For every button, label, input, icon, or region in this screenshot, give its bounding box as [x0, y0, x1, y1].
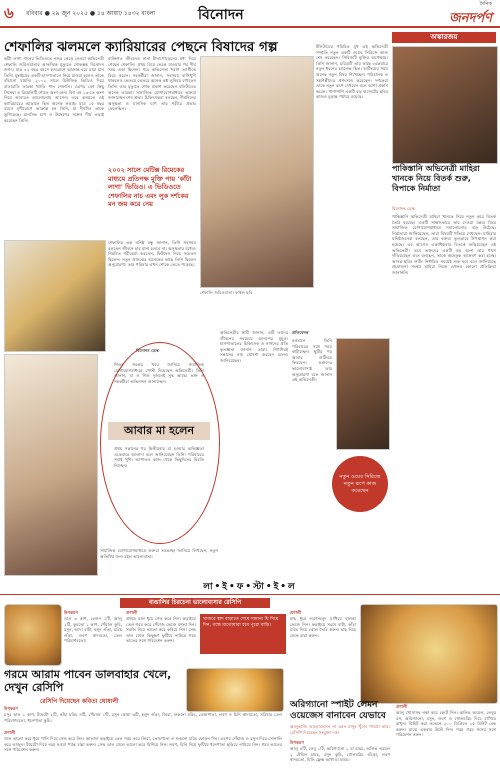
mother-column-2: অভিনেত্রীর স্বামী জানান, এটি তাদের জীবনের সবচেয়ে আনন্দের মুহূর্ত। হাসপাতালের চিকিৎসক ও নার্সদের প্রতি কৃতজ্ঞতা জানান তারা। শিগগিরই সন্তানের নাম ঘোষণা করবেন বলেও জানিয়েছেন। — [220, 330, 288, 363]
lead-column-3: শেফালির এক ঘনিষ্ঠ বন্ধু জানান, তিনি সবসময় বলতেন জীবনে হার মানা চলবে না। অসুস্থতার মধ্যেও নিয়মিত শরীরচর্চা করতেন, ফিটনেস নিয়ে সচেতন ছিলেন। নতুন প্রজন্মের অনেকের কাছে তিনি ছিলেন অনুপ্রেরণা। তার পরিবার এখন শোকে ভেঙে পড়েছে। — [108, 240, 196, 268]
lemon-intro: আলুভাজি ভালোবাসেন না এমন মানুষ খুঁজে পাওয়া ভার। রেসিপি দিয়েছেন সংযুক্তা দত্ত। — [290, 724, 390, 735]
mother-body: প্রথম সন্তানের পর দ্বিতীয়বার মা হওয়ার অভিজ্ঞতা একেবারে আলাদা বলে জানিয়েছেন তিনি। পরিবারের সবাই খুশি। আপাতত কাজ থেকে কিছুদিনের বিরতি নিচ্ছেন। — [114, 446, 204, 468]
sidebar-photo — [392, 46, 498, 164]
tip-box: খাবারে স্বাদ বাড়াতে শেষে সামান্য ঘি দিয়ে দিন, গন্ধে মাতোয়ারা হবে পুরো বাড়ি। — [200, 614, 286, 654]
mother-bottom: সামাজিক যোগাযোগমাধ্যমে ভক্তরা শুভেচ্ছা জানিয়ে লিখছেন, নতুন অতিথির জন্য রইল ভালোবাসা। — [100, 548, 218, 559]
lead-headline: শেফালির ঝলমলে ক্যারিয়ারের পেছনে বিষাদের গল্প — [4, 39, 278, 55]
recipe2-heading: প্রণালী — [290, 610, 302, 615]
mother-tag: বিনোদন ডেস্ক — [136, 348, 159, 353]
dal-recipe-title: গরমে আরাম পাবেন ডালবাহার খেলে, দেখুন রেসিপি — [4, 668, 172, 694]
actress-photo — [336, 338, 390, 450]
recipe-photo-2 — [360, 604, 498, 704]
lead-column-1: কাঁটা লাগা গানের ভিডিওতে নজর কেড়ে নেওয়া অভিনেত্রী শেফালি জরিওয়ালার আকস্মিক মৃত্যুতে শোকস্তব্ধ বিনোদন জগৎ। মাত্র ৪২ বছর বয়সে হৃদরোগে আক্রান্ত হয়ে মারা যান তিনি। মুম্বাইয়ের একটি হাসপাতালে নিয়ে যাওয়া হলেও তাকে বাঁচানো যায়নি। ২০০২ সালে মিউজিক ভিডিও দিয়ে রাতারাতি তারকা খ্যাতি পান শেফালি। এরপর বেশ কিছু সিনেমা ও রিয়েলিটি শোতে অংশ নেন। বিগ বস ১৩-তে অংশ নিয়ে আবারও আলোচনায় আসেন। তবে ঝলমলে এই ক্যারিয়ারের আড়ালে ছিল অনেক লড়াই। মাত্র ১৫ বছর বয়সে মৃগীরোগে আক্রান্ত হন তিনি, যা দীর্ঘদিন তাকে ভুগিয়েছে। মানসিক চাপ ও উদ্বেগের সঙ্গেও দীর্ঘ লড়াই করেছেন তিনি। — [4, 56, 104, 123]
ingredient-heading: উপকরণ — [64, 610, 78, 615]
lemon-method-heading: প্রণালী — [396, 704, 408, 709]
actress-byline: প্রতিবেদক — [292, 330, 309, 335]
masthead — [0, 0, 500, 28]
issue-date: রবিবার ● ২৯ জুন ২০২৫ ● ১৪ আষাঢ় ১৪৩২ বাংলা — [26, 10, 156, 17]
recipe-strip-title: বাঙালির চিরচেনা ভালোবাসার রেসিপি — [120, 598, 270, 608]
lemon-recipe-title: অরিগ্যানো স্পাইট লেমন ওয়েজেস বানাবেন যেভাবে — [290, 700, 386, 721]
newspaper-logo — [449, 1, 492, 30]
brand-tagline: দৈনিক — [479, 1, 492, 7]
sidebar-headline: পাকিস্তানি অভিনেত্রী মাহিরা খানকে নিয়ে বিতর্ক শুরু, বিপাকে নির্মাতা — [392, 164, 480, 193]
divider — [0, 594, 500, 595]
page-number: ৬ — [4, 4, 14, 22]
lemon-ingredient-heading: উপকরণ — [290, 740, 304, 745]
section-title: বিনোদন — [198, 7, 244, 23]
sidebar-body: পাকিস্তানি অভিনেত্রী মাহিরা খানকে নিয়ে নতুন করে বিতর্ক তৈরি হয়েছে। একটি সাক্ষাৎকারে তার দেওয়া মন্তব্য ঘিরে সামাজিক যোগাযোগমাধ্যমে সমালোচনার ঝড় উঠেছে। নির্মাতারা জানিয়েছেন, তারা বিষয়টি খতিয়ে দেখছেন। মাহিরার ঘনিষ্ঠজনেরা বলছেন, তার বক্তব্য ভুলভাবে উপস্থাপন করা হয়েছে। এর আগেও একাধিকবার বিতর্কে জড়িয়েছেন এই অভিনেত্রী। তবে ভক্তদের একটি বড় অংশ তার পাশে দাঁড়িয়েছেন এবং বলছেন, তাকে অহেতুক আক্রমণ করা হচ্ছে। আসন্ন ছবির শুটিং নির্ধারিত সময়েই শুরু হবে বলে জানিয়েছে প্রযোজনা সংস্থা। মাহিরা নিজে এখনও কোনো প্রতিক্রিয়া জানাননি। — [392, 214, 496, 275]
dal-recipe-sub: রেসিপি দিয়েছেন কবিতা ঘোষালী — [40, 698, 119, 705]
ingredient-list: ডাল ৩ কাপ, বেগুন ১টি, আলু ২টি, কুমড়ো ১ কাপ, পেঁয়াজ কুচি, রসুন, আদা বাটা, হলুদ গুঁড়া, মরিচ গুঁড়া, লবণ স্বাদমতো, তেল পরিমাণমতো। — [64, 616, 122, 644]
sidebar-tag: অস্কারজয় — [392, 32, 496, 43]
mother-story-circle — [100, 342, 218, 552]
method-text: প্রথমে ডাল ধুয়ে সেদ্ধ করে নিন। কড়াইয়ে তেল গরম করে পেঁয়াজ ভেজে মশলা দিন। সবজি দিয়ে ভালো করে কষিয়ে নিন। সেদ্ধ ডাল ঢেলে কিছুক্ষণ ফুটিয়ে নামিয়ে গরম ভাতের সঙ্গে পরিবেশন করুন। — [126, 616, 196, 644]
dal-method-heading: প্রণালী — [4, 730, 16, 735]
dal-ingredient-heading: উপকরণ — [4, 706, 18, 711]
recipe2-text: মাছ ধুয়ে লবণ-হলুদ মাখিয়ে হালকা ভেজে নিন। কড়াইয়ে সরষে বাটা, কাঁচা মরিচ দিয়ে ঝোল তৈরি করুন। মাছ দিয়ে ঢেকে রান্না করুন। — [290, 616, 356, 638]
dal-ingredients: মসুর ডাল ১ কাপ, টমেটো ২টি, কাঁচা মরিচ ৪টি, পেঁয়াজ ১টি, রসুন কোয়া ৬টি, হলুদ গুঁড়া, জিরা, শুকনো মরিচ, তেজপাতা, লবণ ও চিনি স্বাদমতো, সরিষার তেল পরিমাণমতো, ধনেপাতা কুচি। — [4, 712, 282, 723]
method-heading: প্রণালী — [126, 610, 138, 615]
lead-photo-caption: শেফালি জরিওয়ালা। ফাইল ছবি — [200, 290, 253, 295]
brand-name: জনদর্পণ — [449, 11, 492, 26]
lemon-method: আলু খোসাসহ লম্বা করে কেটে নিন। অলিভ অয়েল, লেবুর রস, অরিগ্যানো, রসুন, লবণ ও গোলমরিচ দিয়ে মাখিয়ে রাখুন। প্রিহিট করা ওভেনে ২০০ ডিগ্রিতে ২৫ মিনিট বেক করুন। মাঝে একবার উল্টে দিন। গরম গরম সসের সঙ্গে পরিবেশন করুন। — [396, 710, 496, 738]
actress-body: বর্তমানে তিনি পরিবারের সঙ্গে সময় কাটাচ্ছেন। ছুটির পর আবার শুটিংয়ে ফিরবেন। ভক্তদের ভালোবাসাই তার অনুপ্রেরণা বলে জানান এই অভিনেত্রী। — [292, 338, 332, 383]
dal-photo — [186, 668, 284, 712]
pull-quote: ২০০২ সালে মেটিক্স রিমেকের মাধ্যমে প্রতিপক্ষ মুক্তি পায় 'কাঁটা লাগা' ভিডিও। এ ভিডিওতে শেফালির নাচ এবং লুক দর্শকের মন জয় করে নেয় — [108, 166, 192, 208]
lead-column-4: টলিউডের পরিচিত মুখ এই অভিনেত্রী সম্প্রতি নতুন একটি ওয়েব সিরিজে কাজ শেষ করেছেন। সিরিজটি মুক্তির অপেক্ষায়। তিনি জানান, চরিত্রটি তার কাছে একেবারে নতুন ধরনের চ্যালেঞ্জ ছিল। শুটিংয়ের সময় অনেক নতুন বিষয় শিখেছেন। পরিচালক ও সহশিল্পীদের প্রশংসাও করেছেন। দর্শকেরা তাকে নতুন রূপে দেখবেন বলে আশা প্রকাশ করেন। পাশাপাশি একটি বড় বাজেটের ছবির কাজও চূড়ান্ত পর্যায়ে রয়েছে। — [316, 44, 388, 100]
lead-photo-small — [4, 240, 106, 352]
mother-photo — [4, 354, 98, 576]
lead-column-2: ব্যক্তিগত জীবনেও নানা টানাপোড়েনের মধ্য দিয়ে গেছেন শেফালি। প্রথম বিয়ে ভেঙে যাওয়ার পর দীর্ঘ সময় একা ছিলেন। পরে অভিনেতা পরাগ ত্যাগীকে বিয়ে করেন। সহকর্মীরা জানান, সবসময় হাসিখুশি থাকলেও ভেতরে ভেতরে অনেক কষ্ট লুকিয়ে রাখতেন তিনি। তার মৃত্যুতে শোক প্রকাশ করেছেন বলিউডের অনেক তারকা। সামাজিক যোগাযোগমাধ্যমে ভক্তরা জানাচ্ছেন শেষ শ্রদ্ধা। চিকিৎসকরা বলছেন, দীর্ঘদিনের অসুস্থতা ও মানসিক চাপ তার শরীরে প্রভাব ফেলেছিল। — [108, 56, 196, 112]
sidebar-byline: বিনোদন ডেস্ক — [392, 206, 415, 211]
lifestyle-banner: লা•ই•ফ•স্টা•ই•ল — [203, 582, 297, 592]
lead-photo-main — [200, 56, 314, 288]
mother-title: আবার মা হলেন — [108, 422, 210, 440]
dal-method: ডাল ভালো করে ধুয়ে পানি দিয়ে সেদ্ধ করে নিন। আলাদা কড়াইয়ে তেল গরম করে জিরা, তেজপাতা ও শুকনো মরিচ ফোড়ন দিন। এরপর পেঁয়াজ ও রসুন দিয়ে সোনালি করে ভাজুন। টমেটো দিয়ে নরম হওয়া পর্যন্ত রান্না করুন। সেদ্ধ ডাল ঢেলে ভালো করে মিশিয়ে নিন। লবণ, চিনি দিয়ে ফুটিয়ে ধনেপাতা ছড়িয়ে নামিয়ে নিন। গরম ভাতের সঙ্গে পরিবেশন করুন। — [4, 736, 282, 753]
lemon-ingredients: আলু ৪টি, লেবু ১টি, অরিগ্যানো ১ চা চামচ, অলিভ অয়েল ২ টেবিল চামচ, রসুন কুচি, গোলমরিচ গুঁড়ো, লবণ স্বাদমতো, চিলি ফ্লেক্স আধা চা চামচ। — [290, 746, 390, 763]
mother-intro: শিশুর জন্মের খবর জানিয়ে সামাজিক যোগাযোগমাধ্যমে পোস্ট দিয়েছেন অভিনেত্রী। তিনি জানান, মা ও শিশু দুজনেই সুস্থ আছে। ভক্ত ও সহকর্মীরা অভিনন্দন জানাচ্ছেন। — [114, 362, 204, 384]
recipe-photo-1 — [4, 604, 62, 666]
actress-badge: নতুন ওয়েব সিরিজে নতুন রূপে কাজ করেছেন — [332, 456, 388, 512]
